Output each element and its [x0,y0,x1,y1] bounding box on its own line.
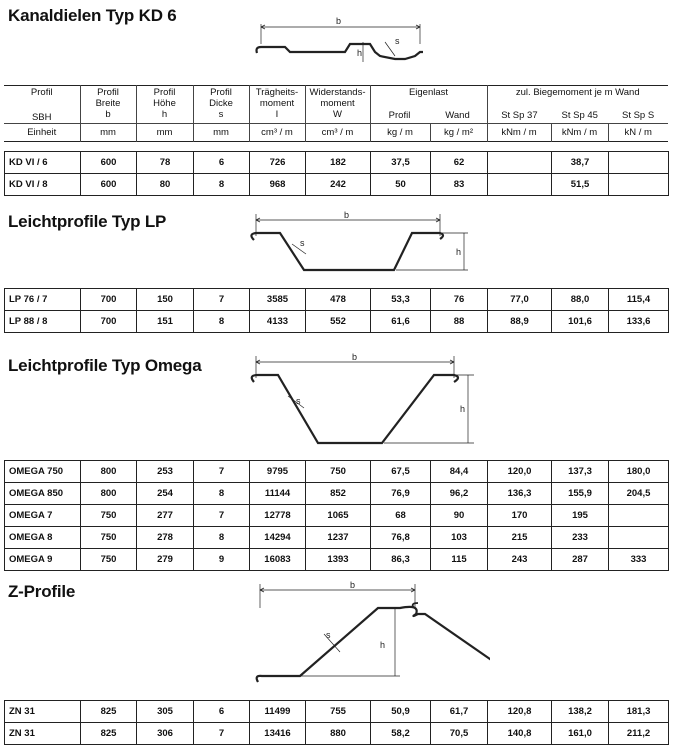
section-title-kd: Kanaldielen Typ KD 6 [8,6,177,25]
table-cell: 53,3 [371,289,431,311]
z-dim-s: s [326,630,331,640]
table-cell: 1065 [306,505,371,527]
section-title-lp: Leichtprofile Typ LP [8,212,167,231]
table-cell: 50,9 [371,701,431,723]
table-row [5,483,669,505]
row-label: LP 88 / 8 [5,311,81,333]
table-cell: 140,8 [488,723,552,745]
table-row [5,723,669,745]
table-cell: 155,9 [552,483,609,505]
section-title-omega: Leichtprofile Typ Omega [8,356,202,375]
table-cell: 211,2 [609,723,669,745]
unit-i: cm³ / m [249,124,305,142]
table-row [5,311,669,333]
table-cell: 151 [137,311,194,333]
table-cell: 825 [81,701,137,723]
kd-dim-s: s [395,36,400,46]
table-cell: 279 [137,549,194,571]
unit-h: mm [136,124,193,142]
table-cell: 70,5 [431,723,488,745]
table-cell: 9 [194,549,250,571]
table-cell: 50 [371,174,431,196]
table-cell: 277 [137,505,194,527]
table-cell: 750 [81,505,137,527]
kd-dim-b: b [336,16,342,26]
hdr-traeg: Trägheits- moment I [249,86,305,124]
table-cell: 233 [552,527,609,549]
table-cell: 750 [306,461,371,483]
table-cell: 138,2 [552,701,609,723]
row-label: OMEGA 9 [5,549,81,571]
table-cell: 182 [306,152,371,174]
table-cell: 96,2 [431,483,488,505]
unit-b: mm [80,124,136,142]
table-cell: 242 [306,174,371,196]
table-cell [488,174,552,196]
table-cell: 181,3 [609,701,669,723]
table-cell: 58,2 [371,723,431,745]
table-cell: 76,8 [371,527,431,549]
row-label: ZN 31 [5,701,81,723]
table-cell: 80 [137,174,194,196]
table-cell [609,152,669,174]
hdr-hoehe: Profil Höhe h [136,86,193,124]
table-cell: 51,5 [552,174,609,196]
table-cell: 600 [81,174,137,196]
table-cell: 61,6 [371,311,431,333]
table-cell: 170 [488,505,552,527]
lp-dim-s: s [300,238,305,248]
table-cell: 204,5 [609,483,669,505]
table-cell: 9795 [250,461,306,483]
unit-st45: kNm / m [551,124,608,142]
table-cell: 11499 [250,701,306,723]
table-row [5,701,669,723]
table-cell: 13416 [250,723,306,745]
hdr-wider: Widerstands- moment W [305,86,370,124]
omega-profile-figure [240,350,480,450]
z-dim-h: h [380,640,386,650]
table-row [5,289,669,311]
table-cell: 133,6 [609,311,669,333]
table-cell: 254 [137,483,194,505]
lp-dim-b: b [344,210,350,220]
table-cell: 7 [194,461,250,483]
table-cell: 7 [194,289,250,311]
row-label: ZN 31 [5,723,81,745]
table-cell: 101,6 [552,311,609,333]
table-cell: 84,4 [431,461,488,483]
table-cell: 37,5 [371,152,431,174]
row-label: LP 76 / 7 [5,289,81,311]
row-label: OMEGA 850 [5,483,81,505]
table-cell: 78 [137,152,194,174]
table-cell [609,505,669,527]
omega-dim-b: b [352,352,358,362]
table-row [5,152,669,174]
table-cell: 750 [81,527,137,549]
lp-dim-h: h [456,247,462,257]
table-cell: 825 [81,723,137,745]
table-row [5,549,669,571]
table-cell: 333 [609,549,669,571]
unit-s: mm [193,124,249,142]
table-cell: 3585 [250,289,306,311]
table-cell: 195 [552,505,609,527]
table-cell: 16083 [250,549,306,571]
unit-w: cm³ / m [305,124,370,142]
table-cell: 76 [431,289,488,311]
hdr-einheit: Einheit [4,124,80,142]
omega-data-table [4,460,669,571]
table-cell: 253 [137,461,194,483]
z-profile-figure [250,578,490,688]
omega-dim-s: s [296,396,301,406]
table-cell: 68 [371,505,431,527]
table-cell: 8 [194,527,250,549]
table-row [5,461,669,483]
table-cell: 12778 [250,505,306,527]
unit-eig-wand: kg / m² [430,124,487,142]
table-cell: 67,5 [371,461,431,483]
hdr-profil: Profil SBH [30,87,53,123]
kd-profile-figure [245,14,435,72]
unit-eig-profil: kg / m [370,124,430,142]
table-cell: 243 [488,549,552,571]
table-cell: 8 [194,483,250,505]
table-cell: 755 [306,701,371,723]
table-cell: 180,0 [609,461,669,483]
row-label: OMEGA 750 [5,461,81,483]
table-cell: 136,3 [488,483,552,505]
kd-data-table [4,151,669,196]
table-cell [609,527,669,549]
lp-profile-figure [240,208,480,280]
table-cell: 88,0 [552,289,609,311]
table-cell: 137,3 [552,461,609,483]
table-cell: 478 [306,289,371,311]
table-cell: 11144 [250,483,306,505]
row-label: OMEGA 8 [5,527,81,549]
table-cell: 61,7 [431,701,488,723]
table-cell: 76,9 [371,483,431,505]
table-cell: 90 [431,505,488,527]
table-cell: 7 [194,505,250,527]
z-dim-b: b [350,580,356,590]
table-cell: 852 [306,483,371,505]
table-cell: 4133 [250,311,306,333]
table-cell: 1237 [306,527,371,549]
hdr-eigenlast: Eigenlast Profil Wand [370,86,487,124]
table-cell: 88 [431,311,488,333]
table-cell: 8 [194,311,250,333]
table-cell: 77,0 [488,289,552,311]
row-label: KD VI / 6 [5,152,81,174]
table-cell: 726 [250,152,306,174]
table-cell: 7 [194,723,250,745]
table-cell: 215 [488,527,552,549]
hdr-breite: Profil Breite b [80,86,136,124]
table-cell: 306 [137,723,194,745]
row-label: KD VI / 8 [5,174,81,196]
table-cell: 6 [194,701,250,723]
table-row [5,505,669,527]
table-cell: 62 [431,152,488,174]
omega-dim-h: h [460,404,466,414]
table-cell: 800 [81,483,137,505]
table-cell: 287 [552,549,609,571]
table-cell: 38,7 [552,152,609,174]
table-cell: 115,4 [609,289,669,311]
row-label: OMEGA 7 [5,505,81,527]
lp-data-table [4,288,669,333]
table-cell: 161,0 [552,723,609,745]
table-cell: 968 [250,174,306,196]
table-cell: 700 [81,311,137,333]
table-cell: 700 [81,289,137,311]
table-cell: 750 [81,549,137,571]
table-cell: 8 [194,174,250,196]
table-cell: 88,9 [488,311,552,333]
table-row [5,174,669,196]
unit-st37: kNm / m [487,124,551,142]
table-cell: 86,3 [371,549,431,571]
table-cell: 120,8 [488,701,552,723]
table-cell: 115 [431,549,488,571]
table-cell: 305 [137,701,194,723]
table-cell: 278 [137,527,194,549]
table-cell: 800 [81,461,137,483]
kd-table-header [4,85,668,142]
unit-sts: kN / m [608,124,668,142]
hdr-zul: zul. Biegemoment je m Wand St Sp 37 St Sp 45 St Sp S [487,86,668,124]
table-cell: 552 [306,311,371,333]
table-cell: 880 [306,723,371,745]
table-cell: 83 [431,174,488,196]
table-cell [488,152,552,174]
table-cell: 120,0 [488,461,552,483]
table-row [5,527,669,549]
table-cell [609,174,669,196]
hdr-dicke: Profil Dicke s [193,86,249,124]
table-cell: 150 [137,289,194,311]
table-cell: 1393 [306,549,371,571]
z-data-table [4,700,669,745]
table-cell: 14294 [250,527,306,549]
table-cell: 103 [431,527,488,549]
section-title-z: Z-Profile [8,582,76,601]
table-cell: 600 [81,152,137,174]
table-cell: 6 [194,152,250,174]
kd-dim-h: h [357,48,363,58]
